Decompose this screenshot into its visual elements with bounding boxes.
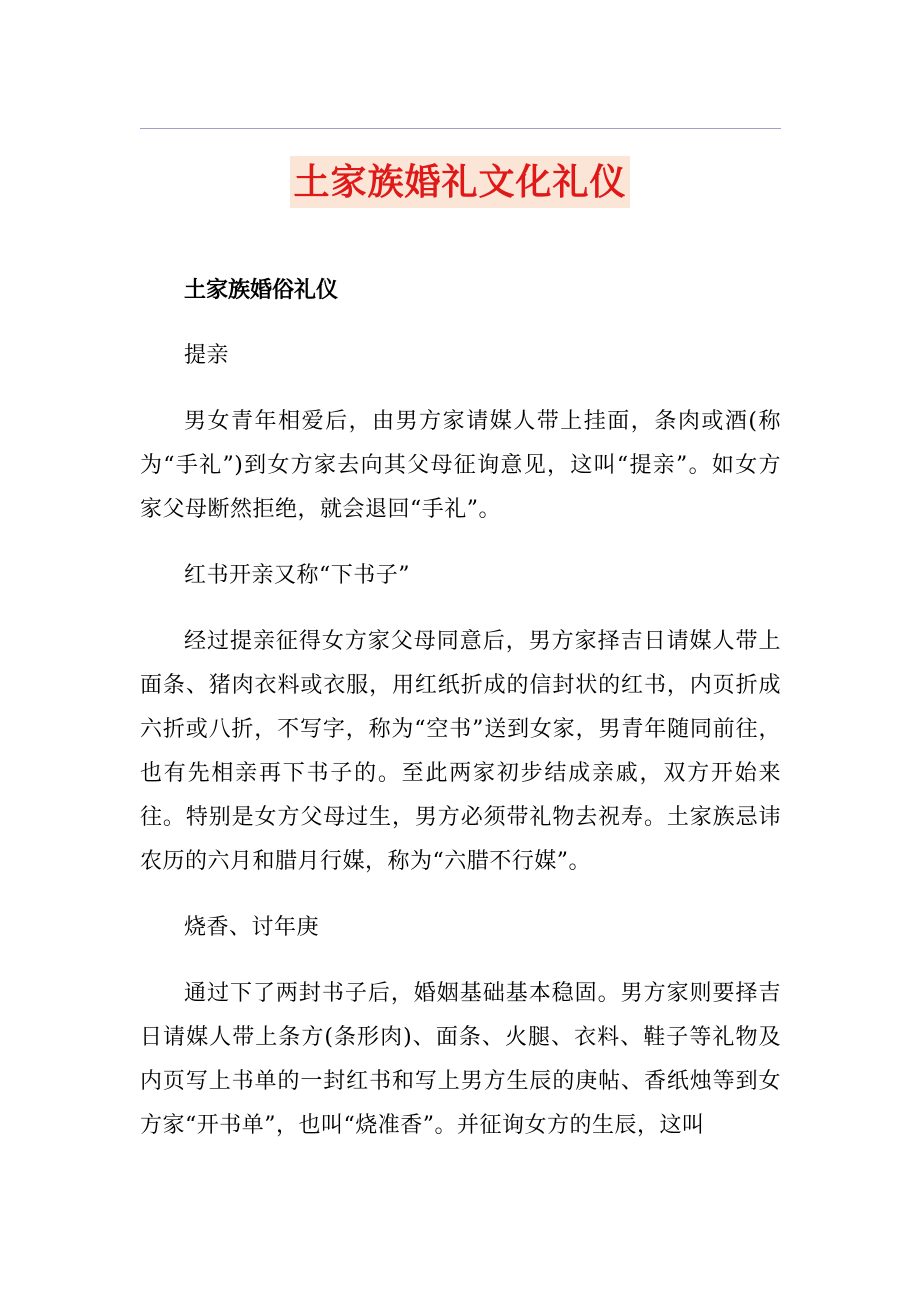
paragraph-red-letter: 经过提亲征得女方家父母同意后，男方家择吉日请媒人带上面条、猪肉衣料或衣服，用红纸折成的信封状的红书，内页折成六折或八折，不写字，称为“空书”送到女家，男青年随同前往，也有先相亲再下书子的。至此两家初步结成亲戚，双方开始来往。特别是女方父母过生，男方必须带礼物去祝寿。土家族忌讳农历的六月和腊月行媒，称为“六腊不行媒”。 [140, 629, 781, 874]
paragraph-proposal: 男女青年相爱后，由男方家请媒人带上挂面，条肉或酒(称为“手礼”)到女方家去向其父母征询意见，这叫“提亲”。如女方家父母断然拒绝，就会退回“手礼”。 [140, 409, 781, 522]
subheading-red-letter: 红书开亲又称“下书子” [184, 563, 410, 588]
document-body [140, 268, 781, 1170]
section-heading: 土家族婚俗礼仪 [184, 277, 339, 303]
document-title: 土家族婚礼文化礼仪 [290, 156, 629, 208]
subheading-incense: 烧香、讨年庚 [184, 915, 320, 940]
subheading-proposal: 提亲 [184, 343, 230, 368]
title-container [0, 156, 920, 208]
paragraph-incense: 通过下了两封书子后，婚姻基础基本稳固。男方家则要择吉日请媒人带上条方(条形肉)、面条、火腿、衣料、鞋子等礼物及内页写上书单的一封红书和写上男方生辰的庚帖、香纸烛等到女方家“开书单”，也叫“烧准香”。并征询女方的生辰，这叫 [140, 981, 781, 1138]
header-rule [140, 128, 781, 129]
